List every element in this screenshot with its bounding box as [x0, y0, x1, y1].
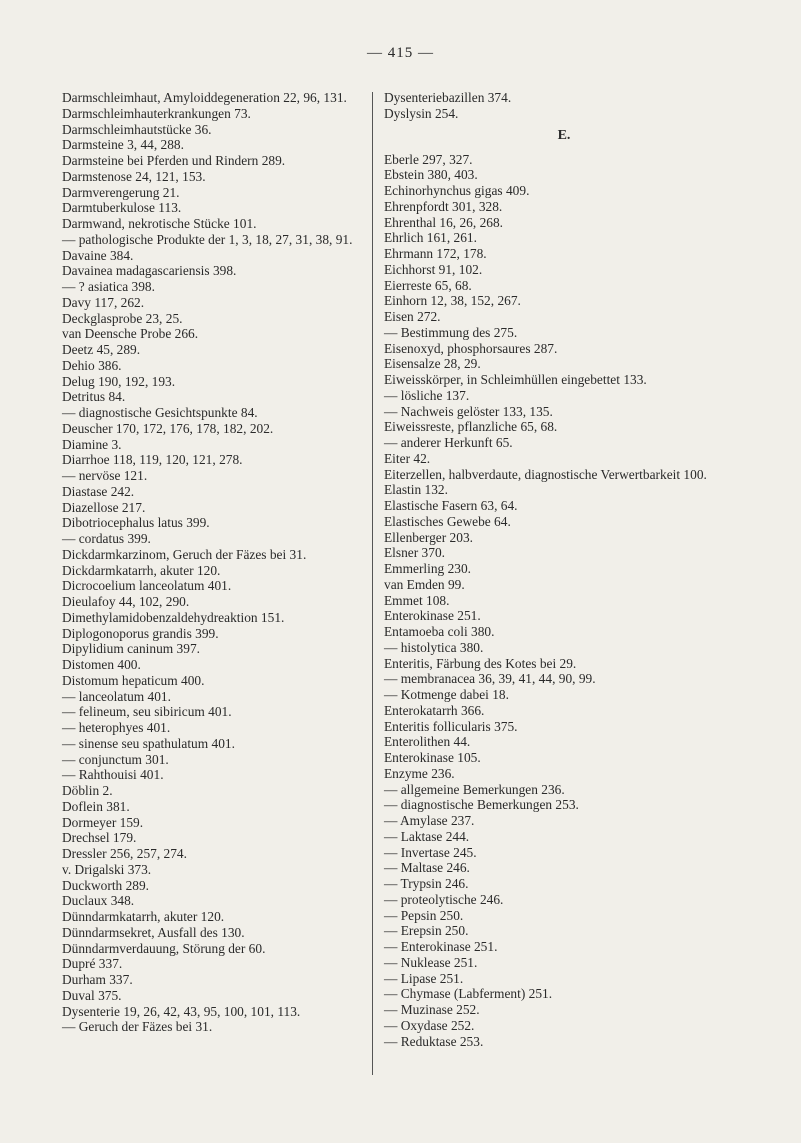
index-entry: — anderer Herkunft 65.	[384, 435, 513, 450]
index-entry: — conjunctum 301.	[62, 751, 169, 767]
index-entry: Eisenoxyd, phosphorsaures 287.	[384, 340, 558, 356]
index-entry: Dehio 386.	[62, 357, 122, 373]
index-entry: Darmschleimhautstücke 36.	[62, 121, 212, 137]
index-entry: — proteolytische 246.	[384, 891, 504, 907]
index-entry: Darmsteine 3, 44, 288.	[62, 137, 184, 153]
index-entry: Doflein 381.	[62, 798, 130, 814]
index-entry: Darmsteine bei Pferden und Rindern 289.	[62, 153, 286, 168]
index-entry: — Enterokinase 251.	[384, 939, 498, 954]
index-entry: Darmschleimhauterkrankungen 73.	[62, 105, 251, 121]
index-entry: — Nachweis gelöster 133, 135.	[384, 403, 553, 419]
index-entry: v. Drigalski 373.	[62, 861, 152, 877]
index-entry: Enteritis follicularis 375.	[384, 718, 518, 734]
index-entry: Deckglasprobe 23, 25.	[62, 310, 183, 326]
index-entry: Dieulafoy 44, 102, 290.	[62, 594, 190, 609]
index-entry: Döblin 2.	[62, 783, 113, 798]
index-entry: Eierreste 65, 68.	[384, 277, 472, 293]
index-entry: Dicrocoelium lanceolatum 401.	[62, 578, 232, 594]
index-entry: — Lipase 251.	[384, 970, 464, 986]
index-entry: — felineum, seu sibiricum 401.	[62, 704, 232, 720]
index-entry: Echinorhynchus gigas 409.	[384, 183, 530, 198]
index-entry: — Rahthouisi 401.	[62, 767, 164, 783]
index-entry: Dormeyer 159.	[62, 814, 144, 830]
index-entry: Darmtuberkulose 113.	[62, 200, 182, 216]
index-entry: Enterokinase 251.	[384, 608, 481, 624]
index-entry: Elsner 370.	[384, 545, 445, 561]
index-entry: Enterolithen 44.	[384, 734, 471, 750]
index-entry: Delug 190, 192, 193.	[62, 373, 176, 389]
index-entry: — pathologische Produkte der 1, 3, 18, 27, 31, 38, 91.	[62, 231, 353, 247]
index-entry: Ehrmann 172, 178.	[384, 246, 487, 261]
index-entry: — Amylase 237.	[384, 813, 475, 828]
index-entry: Ehrenpfordt 301, 328.	[384, 198, 503, 214]
index-entry: — heterophyes 401.	[62, 720, 171, 735]
index-entry: — Laktase 244.	[384, 828, 470, 844]
index-entry: — histolytica 380.	[384, 639, 484, 655]
index-entry: Deetz 45, 289.	[62, 342, 141, 357]
index-entry: Diplogonoporus grandis 399.	[62, 625, 219, 641]
index-entry: — lösliche 137.	[384, 387, 470, 403]
index-column-right	[384, 90, 724, 1049]
index-entry: — nervöse 121.	[62, 468, 148, 483]
section-letter: E.	[557, 127, 571, 143]
index-entry: Dyslysin 254.	[384, 105, 459, 121]
index-entry: — Erepsin 250.	[384, 923, 469, 939]
index-entry: — Geruch der Fäzes bei 31.	[62, 1019, 213, 1035]
index-entry: Eiter 42.	[384, 450, 431, 466]
index-entry: — diagnostische Gesichtspunkte 84.	[62, 405, 258, 420]
index-entry: Dünndarmverdauung, Störung der 60.	[62, 940, 266, 956]
index-entry: Duval 375.	[62, 987, 122, 1003]
page-number: — 415 —	[367, 45, 434, 61]
index-entry: Diazellose 217.	[62, 499, 146, 515]
index-entry: Distomen 400.	[62, 657, 141, 672]
index-entry: Diamine 3.	[62, 436, 122, 452]
index-entry: Dysenterie 19, 26, 42, 43, 95, 100, 101, 113.	[62, 1003, 301, 1019]
index-entry: Emmerling 230.	[384, 561, 472, 576]
index-entry: Eisensalze 28, 29.	[384, 356, 481, 372]
index-entry: Davaine 384.	[62, 247, 134, 263]
index-entry: Dickdarmkatarrh, akuter 120.	[62, 562, 221, 578]
index-entry: — Chymase (Labferment) 251.	[384, 986, 553, 1002]
index-entry: Einhorn 12, 38, 152, 267.	[384, 293, 521, 309]
index-entry: — lanceolatum 401.	[62, 688, 171, 704]
index-entry: Diastase 242.	[62, 483, 135, 499]
index-entry: Deuscher 170, 172, 176, 178, 182, 202.	[62, 420, 274, 436]
index-entry: — Nuklease 251.	[384, 954, 478, 970]
index-entry: Dibotriocephalus latus 399.	[62, 515, 210, 531]
index-entry: — Oxydase 252.	[384, 1017, 475, 1033]
index-entry: — Kotmenge dabei 18.	[384, 687, 509, 702]
index-entry: — cordatus 399.	[62, 531, 151, 546]
index-entry: Dipylidium caninum 397.	[62, 641, 200, 657]
index-entry: Dickdarmkarzinom, Geruch der Fäzes bei 31.	[62, 546, 307, 562]
column-divider	[372, 92, 373, 1075]
index-entry: — membranacea 36, 39, 41, 44, 90, 99.	[384, 671, 596, 687]
index-entry: Ellenberger 203.	[384, 529, 473, 545]
index-entry: Eiweissreste, pflanzliche 65, 68.	[384, 419, 558, 435]
index-group-d-continued	[384, 90, 724, 122]
index-entry: Elastisches Gewebe 64.	[384, 513, 511, 529]
index-entry: van Emden 99.	[384, 576, 465, 592]
index-entry: Darmschleimhaut, Amyloiddegeneration 22, 96, 131.	[62, 90, 347, 105]
index-entry: — Maltase 246.	[384, 860, 470, 876]
index-entry: Davainea madagascariensis 398.	[62, 263, 237, 279]
index-entry: Dimethylamidobenzaldehydreaktion 151.	[62, 609, 285, 625]
index-entry: Distomum hepaticum 400.	[62, 672, 205, 688]
index-entry: Darmstenose 24, 121, 153.	[62, 168, 206, 184]
index-entry: — Bestimmung des 275.	[384, 324, 518, 340]
index-entry: Enzyme 236.	[384, 765, 455, 781]
index-entry: Eiterzellen, halbverdaute, diagnostische Verwertbarkeit 100.	[384, 466, 707, 482]
index-entry: Davy 117, 262.	[62, 294, 145, 310]
index-entry: — ? asiatica 398.	[62, 279, 155, 294]
index-entry: Eiweisskörper, in Schleimhüllen eingebettet 133.	[384, 372, 647, 387]
index-entry: Enterokinase 105.	[384, 750, 481, 765]
index-entry: Darmverengerung 21.	[62, 184, 180, 200]
index-entry: Ehrlich 161, 261.	[384, 230, 477, 246]
index-entry: Drechsel 179.	[62, 830, 137, 846]
index-entry: Dysenteriebazillen 374.	[384, 90, 512, 105]
index-entry: Diarrhoe 118, 119, 120, 121, 278.	[62, 452, 243, 468]
index-entry: Enterokatarrh 366.	[384, 702, 485, 718]
index-entry: — diagnostische Bemerkungen 253.	[384, 797, 579, 813]
index-entry: Emmet 108.	[384, 592, 450, 608]
index-entry: Darmwand, nekrotische Stücke 101.	[62, 216, 257, 231]
index-entry: Elastische Fasern 63, 64.	[384, 498, 518, 513]
index-column-left	[62, 90, 362, 1035]
index-entry: Durham 337.	[62, 972, 133, 987]
index-entry: — Reduktase 253.	[384, 1033, 484, 1049]
index-entry: Dressler 256, 257, 274.	[62, 846, 187, 861]
index-entry: Eberle 297, 327.	[384, 151, 473, 167]
index-entry: Eichhorst 91, 102.	[384, 261, 483, 277]
index-entry: Duclaux 348.	[62, 893, 135, 909]
index-entry: Enteritis, Färbung des Kotes bei 29.	[384, 655, 577, 671]
index-entry: van Deensche Probe 266.	[62, 326, 199, 342]
index-entry: — Trypsin 246.	[384, 876, 469, 891]
index-entry: — sinense seu spathulatum 401.	[62, 735, 235, 751]
index-entry: — Muzinase 252.	[384, 1002, 480, 1017]
index-entry: Detritus 84.	[62, 389, 126, 405]
index-entry: Ebstein 380, 403.	[384, 167, 478, 183]
index-entry: Dünndarmkatarrh, akuter 120.	[62, 909, 225, 924]
index-entry: Eisen 272.	[384, 309, 441, 324]
index-entry: Dünndarmsekret, Ausfall des 130.	[62, 924, 245, 940]
index-entry: — Invertase 245.	[384, 844, 477, 860]
index-entry: Ehrenthal 16, 26, 268.	[384, 214, 504, 230]
index-entry: Dupré 337.	[62, 956, 123, 972]
index-entry: Elastin 132.	[384, 482, 448, 498]
index-entry: Duckworth 289.	[62, 877, 150, 893]
index-entry: — Pepsin 250.	[384, 907, 464, 923]
index-entry: — allgemeine Bemerkungen 236.	[384, 781, 565, 797]
index-group-e	[384, 152, 724, 1050]
index-entry: Entamoeba coli 380.	[384, 624, 495, 639]
